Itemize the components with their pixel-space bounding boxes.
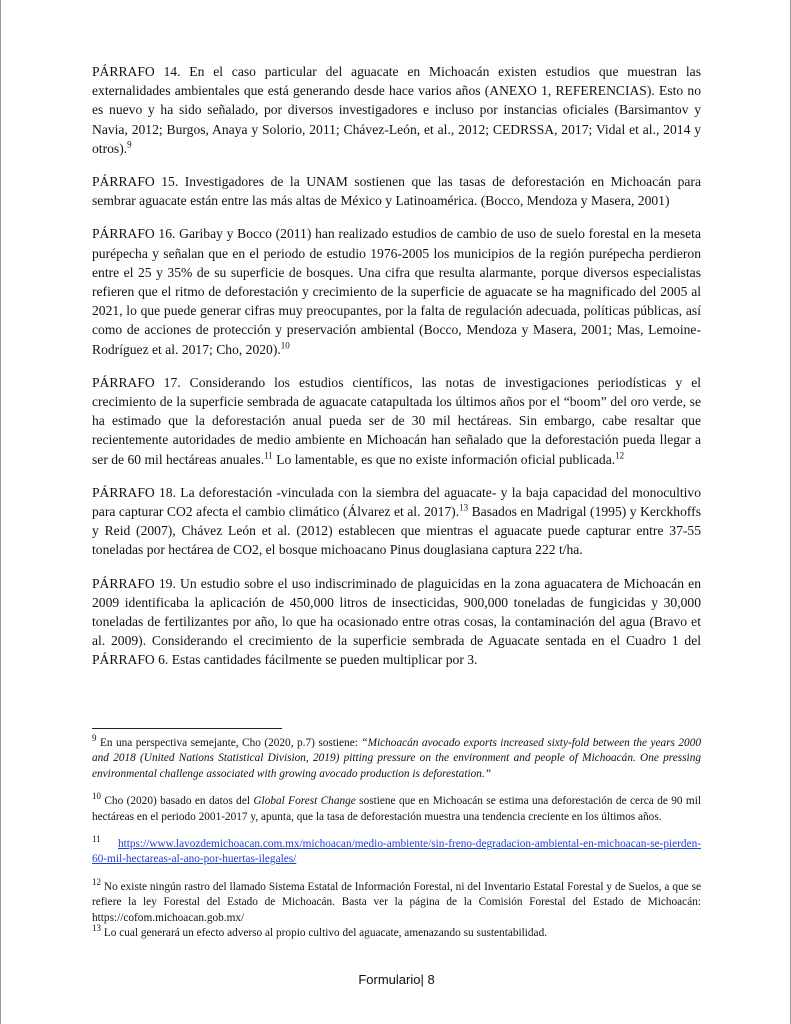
- paragraph-text: Basados en Madrigal (1995) y Kerckhoffs y Reid (2007), Chávez León et al. (2012) establecen que mientras el aguacate puede capturar entre 37-55 toneladas por hectárea de CO2, el bosque michoacano Pinus douglasiana captura 222 t/ha.: [92, 504, 701, 558]
- paragraph-14: [92, 62, 701, 158]
- footnote-divider: [92, 728, 282, 729]
- footnote-ref-12[interactable]: 12: [615, 450, 625, 461]
- paragraph-text: Lo lamentable, es que no existe información oficial publicada.: [272, 451, 616, 467]
- paragraph-15: [92, 172, 701, 210]
- paragraph-16: [92, 224, 701, 358]
- paragraph-text: PÁRRAFO 17. Considerando los estudios científicos, las notas de investigaciones periodísticas y el crecimiento de la superficie sembrada de aguacate catapultada los últimos años por el “boom” del oro verde, se ha estimado que la deforestación anual pueda ser de 30 mil hectáreas. Sin embargo, cabe resaltar que recientemente autoridades de medio ambiente en Michoacán han señalado que la deforestación pueda llegar a ser de 60 mil hectáreas anuales.: [92, 374, 701, 467]
- body-text: [92, 62, 701, 684]
- footnote-12: [92, 877, 701, 926]
- page-number: 8: [427, 972, 435, 987]
- footnote-13: [92, 923, 701, 941]
- footnote-number: 9: [92, 733, 97, 744]
- footnote-number: 10: [92, 791, 101, 802]
- paragraph-19: [92, 574, 701, 670]
- footnote-text: Cho (2020) basado en datos del: [101, 795, 254, 808]
- footnote-italic-term: Global Forest Change: [253, 795, 356, 808]
- footnote-10: [92, 791, 701, 825]
- footnote-ref-13[interactable]: 13: [459, 502, 469, 513]
- footnote-9: [92, 733, 701, 782]
- page-footer: [1, 972, 791, 987]
- footnote-ref-11[interactable]: 11: [264, 450, 273, 461]
- footnote-text: sostiene que en Michoacán se estima una deforestación de cerca de 90 mil hectáreas en el periodo 2001-2017 y, apunta, que la tasa de deforestación muestra una tendencia creciente en los últimos años.: [92, 795, 701, 823]
- footnote-text: En una perspectiva semejante, Cho (2020, p.7) sostiene:: [96, 737, 362, 749]
- footnote-quote: “Michoacán avocado exports increased sixty-fold between the years 2000 and 2018 (United Nations Statistical Division, 2019) pitting pressure on the environment and people of Michoacán. One pressing environmental challenge associated with growing avocado production is deforestation.”: [92, 737, 701, 780]
- footnote-ref-9[interactable]: 9: [127, 139, 132, 150]
- footnote-text: No existe ningún rastro del llamado Sistema Estatal de Información Forestal, ni del Inventario Estatal Forestal y de Suelos, a que se refiere la ley Forestal del Estado de Michoacán. Basta ver la página de la Comisión Forestal del Estado de Michoacán: https://cofom.michoacan.gob.mx/: [92, 880, 701, 924]
- paragraph-17: [92, 373, 701, 469]
- footer-label: Formulario: [358, 972, 421, 987]
- paragraph-text: PÁRRAFO 14. En el caso particular del aguacate en Michoacán existen estudios que muestran las externalidades ambientales que está generando desde hace varios años (ANEXO 1, REFERENCIAS). Esto no es nuevo y ha sido señalado, por diversos investigadores e incluso por instancias oficiales (Barsimantov y Navia, 2012; Burgos, Anaya y Solorio, 2011; Chávez-León, et al., 2012; CEDRSSA, 2017; Vidal et al., 2014 y otros).: [92, 64, 701, 156]
- footer-separator: |: [420, 972, 424, 987]
- paragraph-18: [92, 483, 701, 560]
- paragraph-text: PÁRRAFO 18. La deforestación -vinculada con la siembra del aguacate- y la baja capacidad del monocultivo para capturar CO2 afecta el cambio climático (Álvarez et al. 2017).: [92, 484, 701, 520]
- paragraph-text: PÁRRAFO 15. Investigadores de la UNAM sostienen que las tasas de deforestación en Michoacán para sembrar aguacate están entre las más altas de México y Latinoamérica. (Bocco, Mendoza y Masera, 2001): [92, 174, 701, 209]
- footnotes-section: [92, 728, 701, 941]
- footnote-number: 13: [92, 923, 101, 934]
- footnote-number: 11: [92, 834, 101, 845]
- footnote-11: [92, 834, 701, 868]
- footnote-link[interactable]: https://www.lavozdemichoacan.com.mx/michoacan/medio-ambiente/sin-freno-degradacion-ambiental-en-michoacan-se-pierden-60-mil-hectareas-al-ano-por-huertas-ilegales/: [92, 838, 701, 866]
- footnote-text: Lo cual generará un efecto adverso al propio cultivo del aguacate, amenazando su sustentabilidad.: [101, 927, 548, 940]
- footnote-ref-10[interactable]: 10: [280, 340, 290, 351]
- footnote-number: 12: [92, 877, 101, 888]
- paragraph-text: PÁRRAFO 16. Garibay y Bocco (2011) han realizado estudios de cambio de uso de suelo forestal en la meseta purépecha y señalan que en el periodo de estudio 1976-2005 los municipios de la región purépecha perdieron entre el 25 y 35% de su superficie de bosques. Una cifra que resulta alarmante, porque diversos especialistas refieren que el ritmo de deforestación y crecimiento de la superficie de aguacate se ha magnificado del 2005 al 2021, lo que puede generar cifras muy preocupantes, por la falta de regulación adecuada, políticas públicas, así como de acciones de protección y preservación ambiental (Bocco, Mendoza y Masera, 2001; Mas, Lemoine-Rodríguez et al. 2017; Cho, 2020).: [92, 226, 701, 357]
- paragraph-text: PÁRRAFO 19. Un estudio sobre el uso indiscriminado de plaguicidas en la zona aguacatera de Michoacán en 2009 identificaba la aplicación de 450,000 litros de insecticidas, 900,000 toneladas de fungicidas y 30,000 toneladas de fertilizantes por año, lo que ha ocasionado entre otras cosas, la contaminación del agua (Bravo et al. 2009). Considerando el crecimiento de la superficie sembrada de Aguacate sentada en el Cuadro 1 del PÁRRAFO 6. Estas cantidades fácilmente se pueden multiplicar por 3.: [92, 575, 701, 668]
